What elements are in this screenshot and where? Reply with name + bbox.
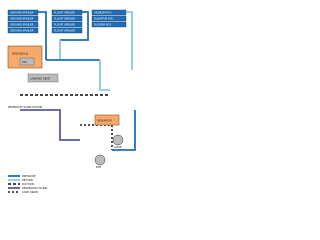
top-right-boxes xyxy=(92,10,126,27)
line-filling xyxy=(20,110,80,140)
edp-pump xyxy=(95,155,105,165)
label-top-left-4: GROUND SPOILER xyxy=(10,29,34,33)
acmp-label: ACMP xyxy=(114,146,122,149)
top-middle-boxes xyxy=(52,10,82,33)
line-return-lower xyxy=(100,60,110,90)
line-return-right xyxy=(126,12,132,70)
hydraulic-schematic xyxy=(0,0,149,198)
ptu-label: PTU xyxy=(22,61,28,64)
edp-label: EDP xyxy=(96,166,102,169)
label-top-mid-4: FLIGHT SPOILER xyxy=(54,29,75,33)
legend-label-pressure: PRESSURE xyxy=(22,175,36,178)
legend xyxy=(8,174,47,194)
filling-station-label: RESERVOIR FILLING STATION xyxy=(8,106,43,109)
landing-gear-label: LANDING GEAR xyxy=(30,77,50,81)
system-a-label: SYSTEM A xyxy=(12,52,28,56)
legend-label-return: RETURN xyxy=(22,179,33,182)
label-top-right-3: RUDDER PCU xyxy=(94,23,112,27)
acmp-pump xyxy=(113,135,123,145)
label-top-left-2: GROUND SPOILER xyxy=(10,17,34,21)
label-top-mid-3: FLIGHT SPOILER xyxy=(54,23,75,27)
label-top-right-2: ELEVATOR PCU xyxy=(94,17,114,21)
label-top-left-3: GROUND SPOILER xyxy=(10,23,34,27)
schematic-svg xyxy=(0,0,149,198)
legend-label-case-drain: CASE DRAIN xyxy=(22,191,38,194)
line-case-drain xyxy=(80,125,112,150)
legend-label-reservoir-filling: RESERVOIR FILLING xyxy=(22,187,48,190)
label-top-left-1: GROUND SPOILER xyxy=(10,11,34,15)
legend-label-suction: SUCTION xyxy=(22,183,34,186)
label-top-mid-1: FLIGHT SPOILER xyxy=(54,11,75,15)
top-left-boxes xyxy=(8,10,38,33)
label-top-right-1: AILERON PCU xyxy=(94,11,112,15)
label-top-mid-2: FLIGHT SPOILER xyxy=(54,17,75,21)
reservoir-label: RESERVOIR xyxy=(97,119,112,123)
